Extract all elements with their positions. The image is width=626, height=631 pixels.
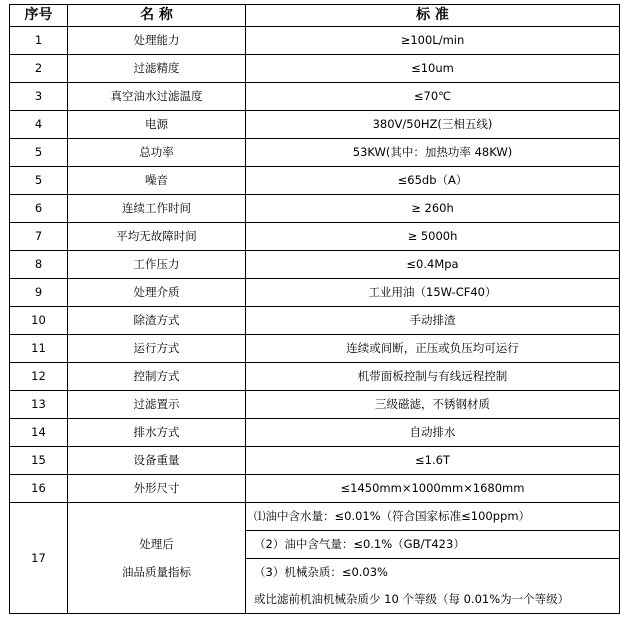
row-name: 噪音 [68, 167, 246, 195]
table-row [10, 335, 620, 363]
row-name: 工作压力 [68, 251, 246, 279]
row-name: 设备重量 [68, 447, 246, 475]
table-row [10, 279, 620, 307]
row-standard: ≥ 260h [246, 195, 620, 223]
row-name: 电源 [68, 111, 246, 139]
row-name: 外形尺寸 [68, 475, 246, 503]
table-row [10, 167, 620, 195]
quality-row [10, 503, 620, 531]
row-no: 5 [10, 139, 68, 167]
row-no: 7 [10, 223, 68, 251]
row-name: 除渣方式 [68, 307, 246, 335]
row-no: 2 [10, 55, 68, 83]
row-standard: ≤10um [246, 55, 620, 83]
row-no: 10 [10, 307, 68, 335]
header-no: 序号 [10, 5, 68, 27]
quality-name-line1: 处理后 [139, 537, 174, 551]
table-row [10, 195, 620, 223]
table-row [10, 111, 620, 139]
row-name: 控制方式 [68, 363, 246, 391]
quality-param-water: ⑴油中含水量：≤0.01%（符合国家标准≤100ppm） [246, 503, 620, 531]
table-row [10, 447, 620, 475]
row-name: 处理能力 [68, 27, 246, 55]
row-name: 平均无故障时间 [68, 223, 246, 251]
row-standard: 三级磁滤，不锈钢材质 [246, 391, 620, 419]
row-standard: ≤70℃ [246, 83, 620, 111]
row-no: 15 [10, 447, 68, 475]
row-name: 运行方式 [68, 335, 246, 363]
header-standard: 标 准 [246, 5, 620, 27]
quality-param-note: 或比滤前机油机械杂质少 10 个等级（每 0.01%为一个等级） [246, 586, 620, 614]
row-name: 连续工作时间 [68, 195, 246, 223]
row-standard: 手动排渣 [246, 307, 620, 335]
row-name: 真空油水过滤温度 [68, 83, 246, 111]
row-no: 3 [10, 83, 68, 111]
table-row [10, 27, 620, 55]
spec-table [9, 4, 620, 614]
table-row [10, 83, 620, 111]
header-row [10, 5, 620, 27]
table-row [10, 223, 620, 251]
table-row [10, 139, 620, 167]
row-standard: ≥100L/min [246, 27, 620, 55]
row-no: 14 [10, 419, 68, 447]
row-no: 8 [10, 251, 68, 279]
row-name: 处理介质 [68, 279, 246, 307]
row-standard: 连续或间断，正压或负压均可运行 [246, 335, 620, 363]
table-row [10, 307, 620, 335]
row-no: 5 [10, 167, 68, 195]
row-standard: ≤1.6T [246, 447, 620, 475]
quality-row-no: 17 [10, 503, 68, 614]
row-standard: ≤1450mm×1000mm×1680mm [246, 475, 620, 503]
row-standard: 53KW(其中：加热功率 48KW) [246, 139, 620, 167]
quality-param-impurity: （3）机械杂质：≤0.03% [246, 559, 620, 587]
row-standard: ≤0.4Mpa [246, 251, 620, 279]
table-row [10, 419, 620, 447]
table-row [10, 475, 620, 503]
row-standard: 自动排水 [246, 419, 620, 447]
row-standard: ≥ 5000h [246, 223, 620, 251]
quality-param-gas: （2）油中含气量：≤0.1%（GB/T423） [246, 531, 620, 559]
row-no: 13 [10, 391, 68, 419]
row-standard: ≤65db（A） [246, 167, 620, 195]
row-name: 过滤置示 [68, 391, 246, 419]
row-no: 4 [10, 111, 68, 139]
row-standard: 机带面板控制与有线远程控制 [246, 363, 620, 391]
row-no: 11 [10, 335, 68, 363]
row-name: 排水方式 [68, 419, 246, 447]
row-name: 总功率 [68, 139, 246, 167]
header-name: 名 称 [68, 5, 246, 27]
row-no: 12 [10, 363, 68, 391]
row-standard: 工业用油（15W-CF40） [246, 279, 620, 307]
table-row [10, 55, 620, 83]
row-standard: 380V/50HZ(三相五线) [246, 111, 620, 139]
table-row [10, 363, 620, 391]
row-no: 6 [10, 195, 68, 223]
quality-name-line2: 油品质量指标 [122, 565, 191, 579]
row-no: 1 [10, 27, 68, 55]
quality-row-name [68, 503, 246, 614]
row-no: 9 [10, 279, 68, 307]
table-row [10, 251, 620, 279]
row-no: 16 [10, 475, 68, 503]
row-name: 过滤精度 [68, 55, 246, 83]
table-row [10, 391, 620, 419]
